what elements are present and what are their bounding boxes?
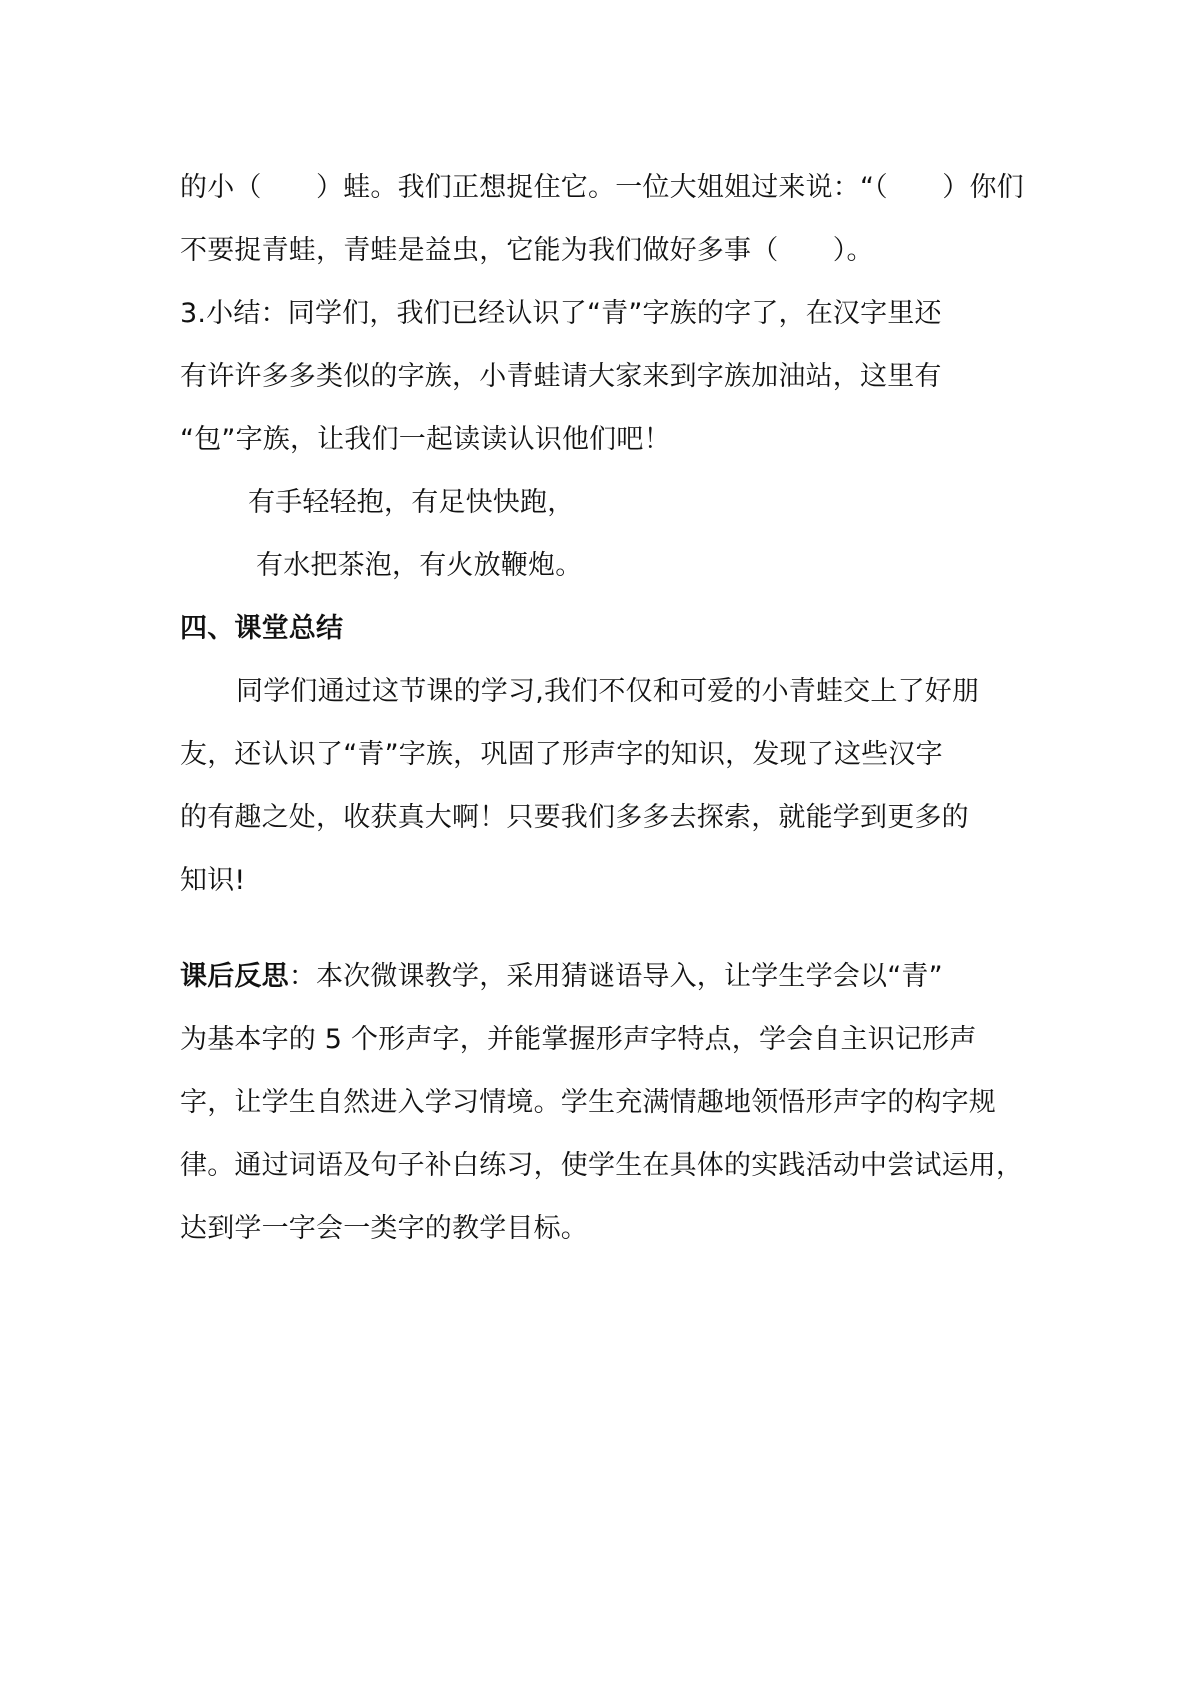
reflection-text: ：本次微课教学，采用猜谜语导入，让学生学会以“青”: [288, 961, 943, 992]
paragraph-line: 字，让学生自然进入学习情境。学生充满情趣地领悟形声字的构字规: [180, 1087, 996, 1118]
poem-line: 有水把茶泡，有火放鞭炮。: [256, 550, 583, 581]
text-line: 3.小结：同学们，我们已经认识了“青”字族的字了，在汉字里还: [180, 298, 942, 329]
reflection-first-line: [180, 957, 943, 997]
text-line: 不要捉青蛙，青蛙是益虫，它能为我们做好多事（ ）。: [180, 235, 874, 266]
text-line: 的小（ ）蛙。我们正想捉住它。一位大姐姐过来说：“（ ）你们: [180, 172, 1024, 203]
paragraph-line: 为基本字的 5 个形声字，并能掌握形声字特点，学会自主识记形声: [180, 1024, 977, 1055]
paragraph-line: 知识!: [180, 865, 246, 896]
reflection-label: 课后反思: [180, 961, 289, 992]
paragraph-line: 的有趣之处，收获真大啊！只要我们多多去探索，就能学到更多的: [180, 802, 969, 833]
poem-line: 有手轻轻抱，有足快快跑，: [248, 487, 575, 518]
paragraph-line: 友，还认识了“青”字族，巩固了形声字的知识，发现了这些汉字: [180, 739, 943, 770]
section-heading: 四、课堂总结: [180, 613, 344, 644]
text-line: “包”字族，让我们一起读读认识他们吧！: [180, 424, 671, 455]
paragraph-line: 律。通过词语及句子补白练习，使学生在具体的实践活动中尝试运用，: [180, 1150, 1024, 1181]
paragraph-line: 同学们通过这节课的学习,我们不仅和可爱的小青蛙交上了好朋: [236, 676, 980, 707]
paragraph-line: 达到学一字会一类字的教学目标。: [180, 1213, 588, 1244]
text-line: 有许许多多类似的字族，小青蛙请大家来到字族加油站，这里有: [180, 361, 942, 392]
